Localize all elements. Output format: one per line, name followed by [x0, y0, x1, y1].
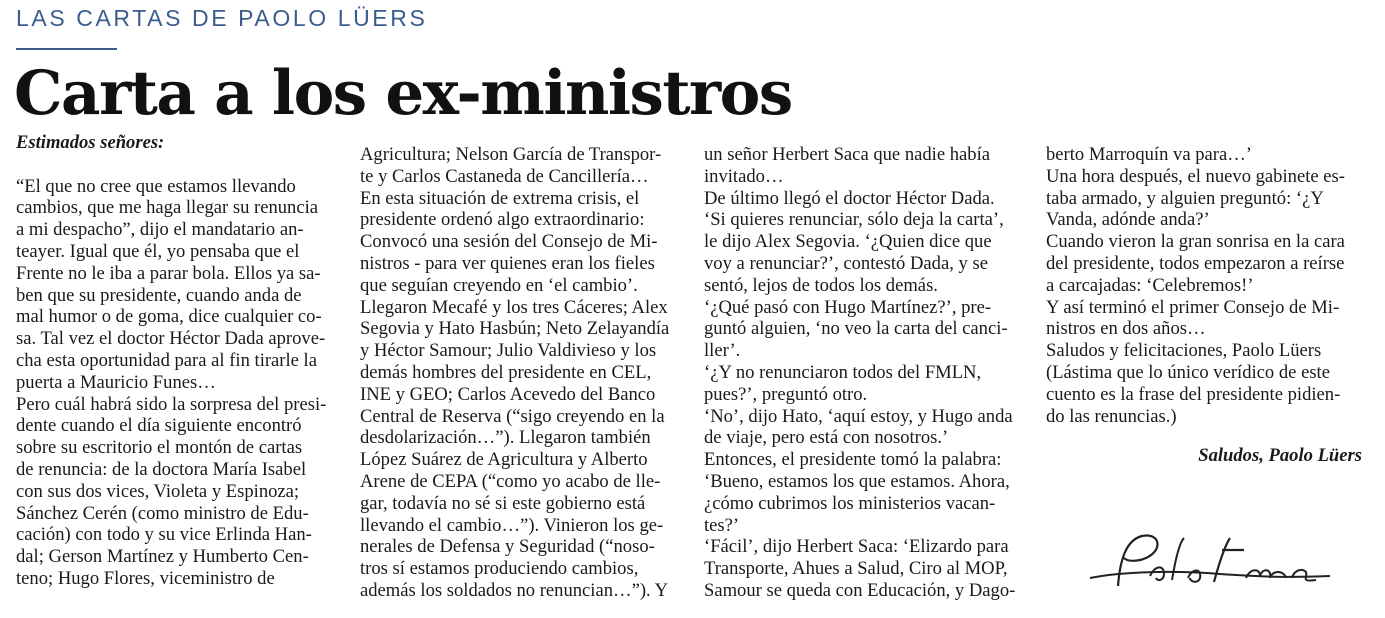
- text-line: de viaje, pero está con nosotros.’: [704, 427, 949, 449]
- text-line: invitado…: [704, 165, 784, 187]
- text-line: gar, todavía no sé si este gobierno está: [360, 492, 646, 514]
- column-1: [16, 132, 338, 590]
- text-line: llevando el cambio…”). Vinieron los ge-: [360, 514, 664, 536]
- text-line: do las renuncias.): [1046, 405, 1177, 427]
- text-line: guntó alguien, ‘no veo la carta del canci-: [704, 318, 1008, 340]
- kicker-rule: [16, 48, 117, 50]
- text-line: ‘Fácil’, dijo Herbert Saca: ‘Elizardo para: [704, 536, 1009, 558]
- text-line: de renuncia: de la doctora María Isabel: [16, 458, 307, 480]
- text-line: a carcajadas: ‘Celebremos!’: [1046, 274, 1254, 296]
- text-line: Vanda, adónde anda?’: [1046, 209, 1210, 231]
- greeting: Estimados señores:: [16, 132, 165, 153]
- text-line: y Héctor Samour; Julio Valdivieso y los: [360, 340, 657, 362]
- text-line: Pero cuál habrá sido la sorpresa del presi-: [16, 393, 327, 415]
- closing-signoff: Saludos, Paolo Lüers: [1198, 445, 1362, 466]
- text-line: Samour se queda con Educación, y Dago-: [704, 579, 1016, 601]
- text-line: presidente ordenó algo extraordinario:: [360, 209, 645, 231]
- column-3: [704, 144, 1029, 602]
- text-line: ller’.: [704, 340, 741, 362]
- text-line: Arene de CEPA (“como yo acabo de lle-: [360, 470, 661, 492]
- text-line: ¿cómo cubrimos los ministerios vacan-: [704, 492, 996, 514]
- handwritten-signature: [1080, 520, 1340, 610]
- text-line: Segovia y Hato Hasbún; Neto Zelayandía: [360, 318, 670, 340]
- text-line: con sus dos vices, Violeta y Espinoza;: [16, 480, 300, 502]
- text-line: voy a renunciar?’, contestó Dada, y se: [704, 252, 988, 274]
- section-kicker: LAS CARTAS DE PAOLO LÜERS: [16, 5, 428, 31]
- text-line: a mi despacho”, dijo el mandatario an-: [16, 219, 304, 241]
- text-line: INE y GEO; Carlos Acevedo del Banco: [360, 383, 656, 405]
- text-line: puerta a Mauricio Funes…: [16, 371, 216, 393]
- text-line: nistros - para ver quienes eran los fieles: [360, 252, 655, 274]
- text-line: berto Marroquín va para…’: [1046, 144, 1253, 165]
- text-line: cación) con todo y su vice Erlinda Han-: [16, 524, 312, 546]
- text-line: mal humor o de goma, dice cualquier co-: [16, 306, 322, 328]
- text-line: Una hora después, el nuevo gabinete es-: [1046, 165, 1345, 187]
- text-line: sobre su escritorio el montón de cartas: [16, 437, 303, 459]
- text-line: cha esta oportunidad para al fin tirarle la: [16, 349, 317, 371]
- text-line: tros sí estamos produciendo cambios,: [360, 558, 639, 580]
- text-line: ‘¿Qué pasó con Hugo Martínez?’, pre-: [704, 296, 992, 318]
- text-line: En esta situación de extrema crisis, el: [360, 187, 640, 209]
- text-line: además los soldados no renuncian…”). Y: [360, 579, 669, 601]
- text-line: ‘¿Y no renunciaron todos del FMLN,: [704, 361, 982, 383]
- text-line: Llegaron Mecafé y los tres Cáceres; Alex: [360, 296, 668, 318]
- text-line: ‘Bueno, estamos los que estamos. Ahora,: [704, 470, 1010, 492]
- text-line: (Lástima que lo único verídico de este: [1046, 361, 1330, 383]
- text-line: ben que su presidente, cuando anda de: [16, 284, 302, 306]
- text-line: teno; Hugo Flores, viceministro de: [16, 567, 275, 589]
- text-line: cuento es la frase del presidente pidien-: [1046, 383, 1341, 405]
- headline: Carta a los ex-ministros: [14, 58, 792, 129]
- text-line: Saludos y felicitaciones, Paolo Lüers: [1046, 340, 1322, 362]
- text-line: un señor Herbert Saca que nadie había: [704, 144, 991, 165]
- text-line: sentó, lejos de todos los demás.: [704, 274, 938, 296]
- text-line: Y así terminó el primer Consejo de Mi-: [1046, 296, 1340, 318]
- text-line: pues?’, preguntó otro.: [704, 383, 868, 405]
- text-line: cambios, que me haga llegar su renuncia: [16, 197, 319, 219]
- text-line: ‘No’, dijo Hato, ‘aquí estoy, y Hugo anda: [704, 405, 1013, 427]
- text-line: ‘Si quieres renunciar, sólo deja la carta’,: [704, 209, 1004, 231]
- column-4: [1046, 144, 1371, 427]
- text-line: le dijo Alex Segovia. ‘¿Quien dice que: [704, 231, 992, 253]
- text-line: que seguían creyendo en ‘el cambio’.: [360, 274, 638, 296]
- text-line: “El que no cree que estamos llevando: [16, 175, 296, 197]
- column-2: [360, 144, 685, 602]
- text-line: del presidente, todos empezaron a reírse: [1046, 252, 1345, 274]
- text-line: te y Carlos Castaneda de Cancillería…: [360, 165, 649, 187]
- text-line: nistros en dos años…: [1046, 318, 1206, 340]
- text-line: nerales de Defensa y Seguridad (“noso-: [360, 536, 655, 558]
- text-line: Frente no le iba a parar bola. Ellos ya sa-: [16, 262, 321, 284]
- text-line: Agricultura; Nelson García de Transpor-: [360, 144, 662, 165]
- text-line: teayer. Igual que él, yo pensaba que el: [16, 240, 300, 262]
- text-line: De último llegó el doctor Héctor Dada.: [704, 187, 995, 209]
- text-line: desdolarización…”). Llegaron también: [360, 427, 651, 449]
- text-line: Sánchez Cerén (como ministro de Edu-: [16, 502, 309, 524]
- text-line: Entonces, el presidente tomó la palabra:: [704, 449, 1002, 471]
- text-line: dente cuando el día siguiente encontró: [16, 415, 302, 437]
- text-line: taba armado, y alguien preguntó: ‘¿Y: [1046, 187, 1324, 209]
- text-line: Central de Reserva (“sigo creyendo en la: [360, 405, 665, 427]
- text-line: tes?’: [704, 514, 740, 536]
- text-line: demás hombres del presidente en CEL,: [360, 361, 652, 383]
- text-line: López Suárez de Agricultura y Alberto: [360, 449, 648, 471]
- text-line: dal; Gerson Martínez y Humberto Cen-: [16, 546, 309, 568]
- text-line: Convocó una sesión del Consejo de Mi-: [360, 231, 658, 253]
- text-line: sa. Tal vez el doctor Héctor Dada aprove-: [16, 328, 326, 350]
- text-line: Transporte, Ahues a Salud, Ciro al MOP,: [704, 558, 1008, 580]
- text-line: Cuando vieron la gran sonrisa en la cara: [1046, 231, 1345, 253]
